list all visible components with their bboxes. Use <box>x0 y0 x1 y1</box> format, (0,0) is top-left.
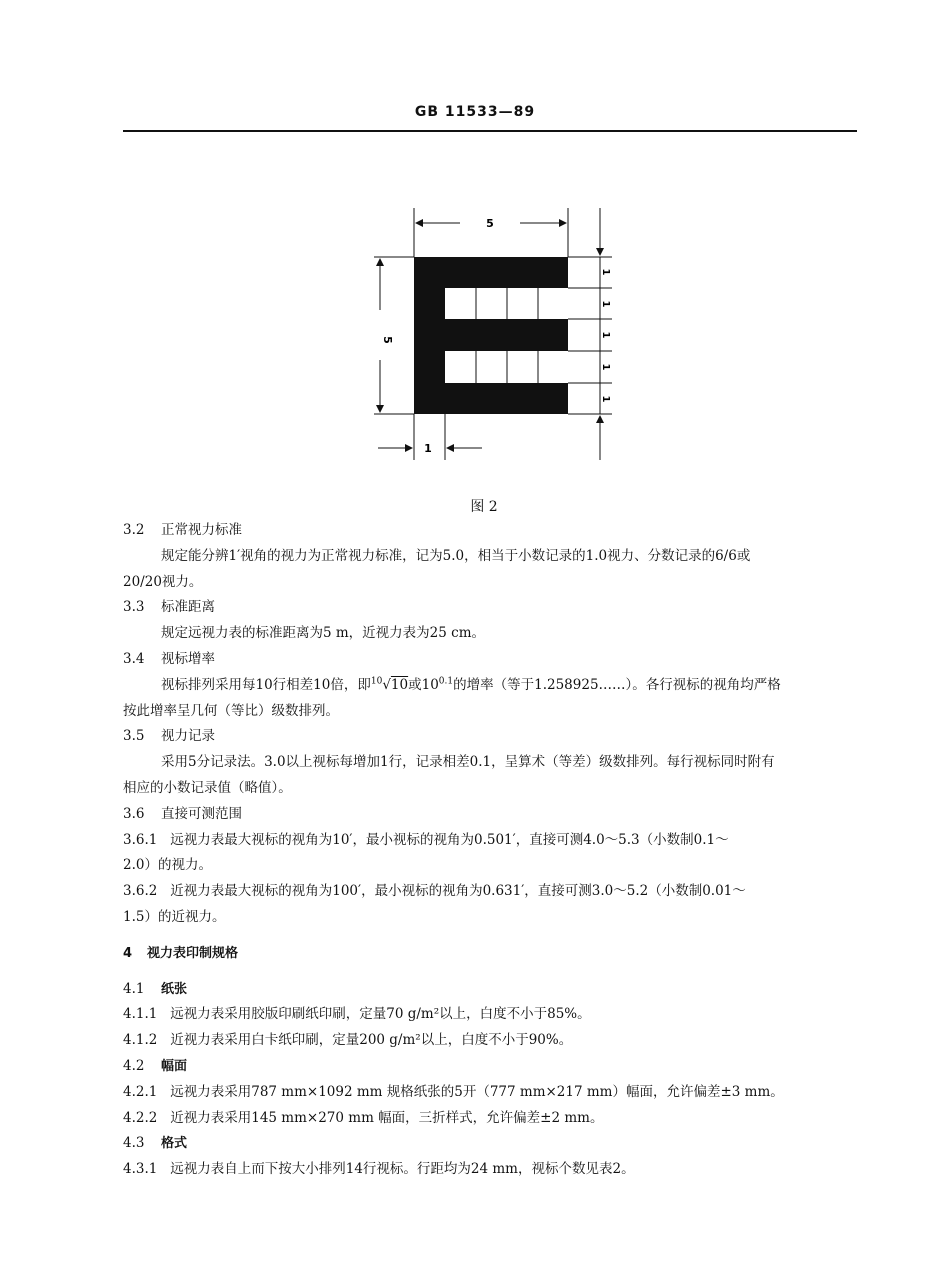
root-index: 10 <box>370 676 383 687</box>
section-4-3-heading: 4.3 格式 <box>123 1135 188 1152</box>
section-4-2-2-text: 4.2.2 近视力表采用145 mm×270 mm 幅面，三折样式，允许偏差±2 mm。 <box>123 1109 604 1126</box>
section-4-heading: 4 视力表印制规格 <box>123 945 239 961</box>
label-right-4: 1 <box>600 363 611 371</box>
section-3-6-2-text-cont: 1.5）的近视力。 <box>123 908 226 925</box>
exponent: 0.1 <box>438 676 454 687</box>
section-3-6-1-text-cont: 2.0）的视力。 <box>123 857 212 874</box>
root-radicand: 10 <box>390 676 409 693</box>
section-3-6-1-text: 3.6.1 远视力表最大视标的视角为10′，最小视标的视角为0.501′，直接可测4.0～5.3（小数制0.1～ <box>123 831 729 848</box>
section-3-5-heading: 3.5 视力记录 <box>123 728 215 745</box>
section-4-3-1-text: 4.3.1 远视力表自上而下按大小排列14行视标。行距均为24 mm，视标个数见表2。 <box>123 1161 635 1178</box>
figure-caption: 图 2 <box>470 499 498 515</box>
section-3-2-heading: 3.2 正常视力标准 <box>123 522 242 538</box>
section-4-1-heading: 4.1 纸张 <box>123 980 188 997</box>
section-3-5-text-cont: 相应的小数记录值（略值）。 <box>123 779 292 796</box>
optotype-diagram <box>360 200 620 470</box>
section-4-1-1-text: 4.1.1 远视力表采用胶版印刷纸印刷，定量70 g/m²以上，白度不小于85%。 <box>123 1006 591 1023</box>
section-3-4-text-cont: 按此增率呈几何（等比）级数排列。 <box>123 702 339 719</box>
label-right-1: 1 <box>600 268 611 276</box>
label-left: 5 <box>381 336 394 344</box>
section-3-5-text: 采用5分记录法。3.0以上视标每增加1行，记录相差0.1，呈算术（等差）级数排列。每行视标同时附有 <box>161 754 775 771</box>
section-3-4-text: 视标排列采用每10行相差10倍，即$^{10}$√10或$10^{0.1}$的增率（等于1.258925……）。各行视标的视角均严格 <box>161 676 781 693</box>
section-4-2-1-text: 4.2.1 远视力表采用787 mm×1092 mm 规格纸张的5开（777 mm×217 mm）幅面，允许偏差±3 mm。 <box>123 1083 784 1100</box>
e-optotype <box>414 257 568 414</box>
label-right-3: 1 <box>600 331 611 339</box>
section-4-1-2-text: 4.1.2 近视力表采用白卡纸印刷，定量200 g/m²以上，白度不小于90%。 <box>123 1032 573 1049</box>
label-right-5: 1 <box>600 395 611 403</box>
label-top: 5 <box>486 217 494 230</box>
header-rule <box>123 130 857 132</box>
section-3-4-heading: 3.4 视标增率 <box>123 650 215 667</box>
page-header: GB 11533—89 <box>414 104 536 120</box>
figure-2 <box>360 200 620 474</box>
label-right-2: 1 <box>600 300 611 308</box>
section-3-2-text-cont: 20/20视力。 <box>123 573 203 590</box>
section-3-6-heading: 3.6 直接可测范围 <box>123 805 242 822</box>
section-3-3-text: 规定远视力表的标准距离为5 m，近视力表为25 cm。 <box>161 625 486 642</box>
label-bottom: 1 <box>424 442 432 455</box>
section-3-2-text: 规定能分辨1′视角的视力为正常视力标准，记为5.0，相当于小数记录的1.0视力、分数记录的6/6或 <box>161 547 751 564</box>
radical-sign: √ <box>382 676 391 693</box>
section-3-3-heading: 3.3 标准距离 <box>123 599 215 616</box>
document-body <box>123 518 863 1183</box>
section-3-6-2-text: 3.6.2 近视力表最大视标的视角为100′，最小视标的视角为0.631′，直接可测3.0～5.2（小数制0.01～ <box>123 883 746 900</box>
section-4-2-heading: 4.2 幅面 <box>123 1057 188 1074</box>
